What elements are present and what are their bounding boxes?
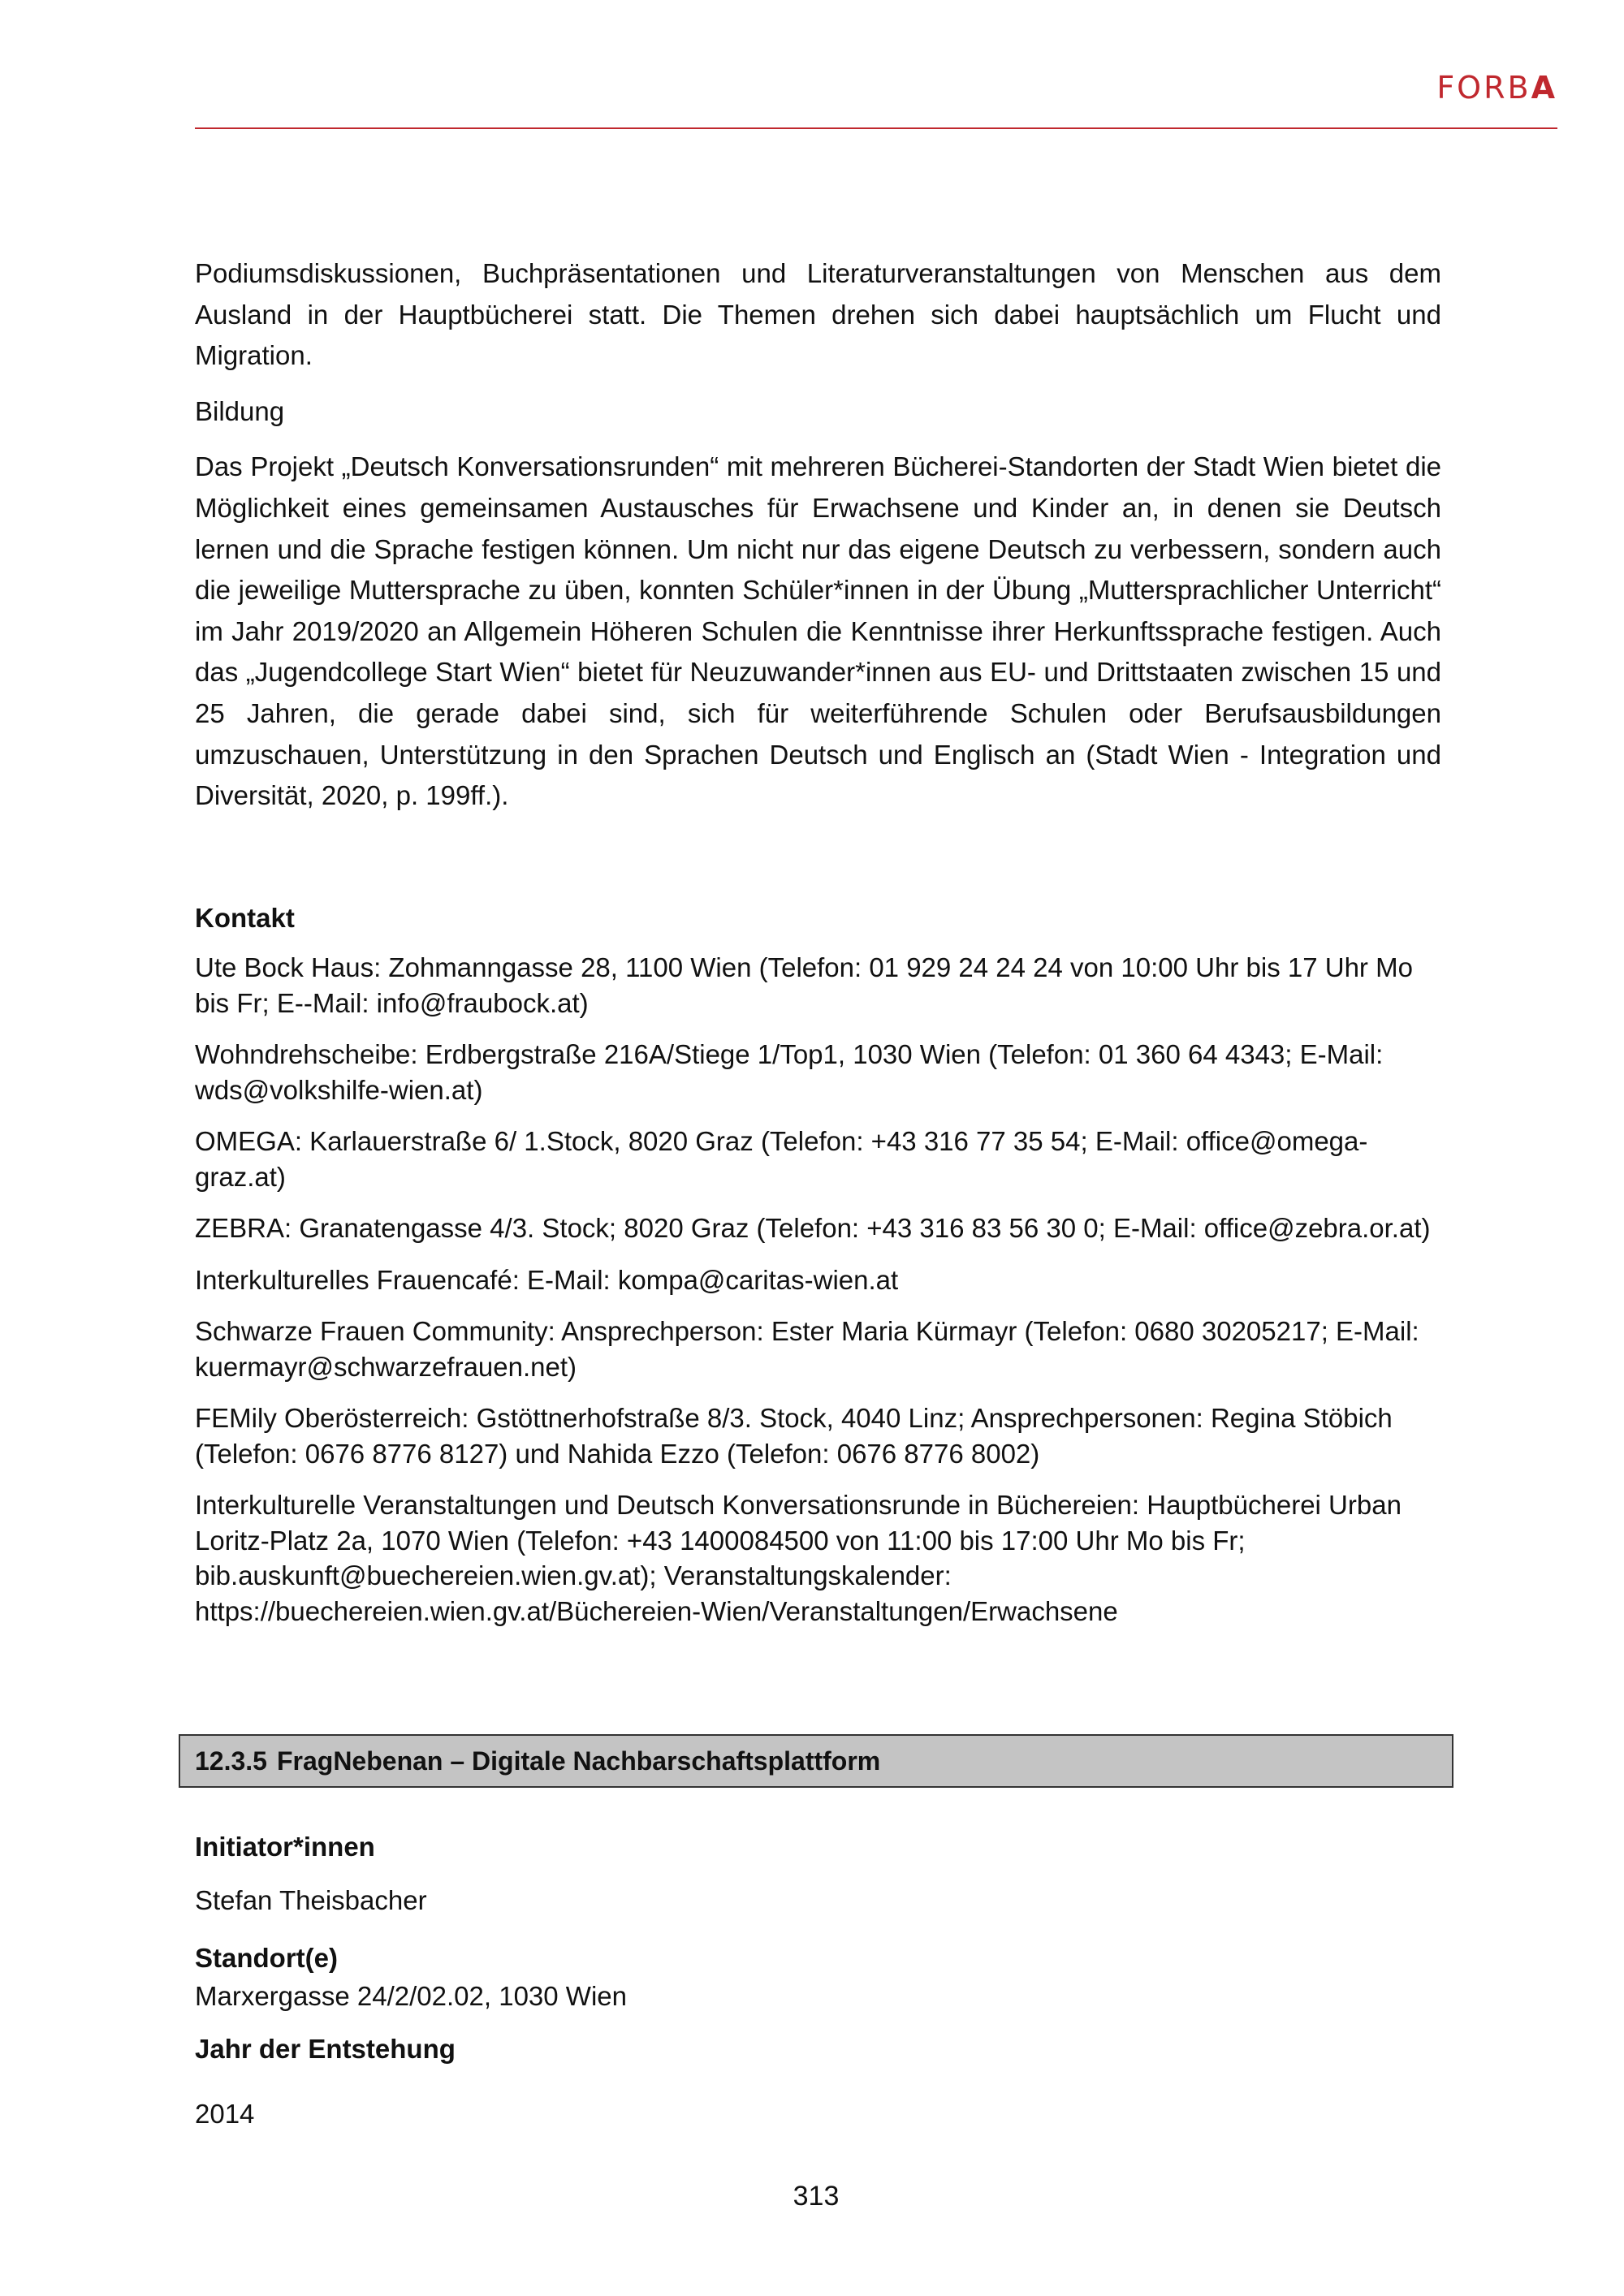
- section-title: FragNebenan – Digitale Nachbarschaftsplattform: [276, 1746, 881, 1776]
- header-divider: [195, 127, 1557, 129]
- intro-paragraph: Podiumsdiskussionen, Buchpräsentationen und Literaturveranstaltungen von Menschen aus dem Ausland in der Hauptbücherei statt. Die Themen drehen sich dabei hauptsächlich um Flucht und Migration.: [195, 258, 1441, 371]
- bildung-paragraph: Das Projekt „Deutsch Konversationsrunden“ mit mehreren Bücherei-Standorten der Stadt Wien bietet die Möglichkeit eines gemeinsamen Austausches für Erwachsene und Kinder an, in denen sie Deutsch lernen und die Sprache festigen können. Um nicht nur das eigene Deutsch zu verbessern, sondern auch die jeweilige Muttersprache zu üben, konnten Schüler*innen in der Übung „Muttersprachlicher Unterricht“ im Jahr 2019/2020 an Allgemein Höheren Schulen die Kenntnisse ihrer Herkunftssprache festigen. Auch das „Jugendcollege Start Wien“ bietet für Neuzuwander*innen aus EU- und Drittstaaten zwischen 15 und 25 Jahren, die gerade dabei sind, sich für weiterführende Schulen oder Berufsausbildungen umzuschauen, Unterstützung in den Sprachen Deutsch und Englisch an (Stadt Wien - Integration und Diversität, 2020, p. 199ff.).: [195, 451, 1441, 811]
- kontakt-entry: Schwarze Frauen Community: Ansprechperson: Ester Maria Kürmayr (Telefon: 0680 30205217; E-Mail: kuermayr@schwarzefrauen.net): [195, 1316, 1419, 1382]
- section-number: 12.3.5: [195, 1746, 267, 1776]
- kontakt-heading: Kontakt: [195, 902, 295, 933]
- kontakt-entry: Wohndrehscheibe: Erdbergstraße 216A/Stiege 1/Top1, 1030 Wien (Telefon: 01 360 64 4343; E-Mail: wds@volkshilfe-wien.at): [195, 1039, 1384, 1105]
- kontakt-entry: Interkulturelles Frauencafé: E-Mail: kompa@caritas-wien.at: [195, 1264, 899, 1295]
- kontakt-entry: FEMily Oberösterreich: Gstöttnerhofstraße 8/3. Stock, 4040 Linz; Ansprechpersonen: Regina Stöbich (Telefon: 0676 8776 8127) und Nahida Ezzo (Telefon: 0676 8776 8002): [195, 1403, 1393, 1469]
- initiatoren-value: Stefan Theisbacher: [195, 1885, 427, 1915]
- initiatoren-label: Initiator*innen: [195, 1832, 375, 1862]
- bildung-heading: Bildung: [195, 395, 285, 426]
- jahr-label: Jahr der Entstehung: [195, 2034, 456, 2064]
- page-number: 313: [793, 2181, 840, 2212]
- kontakt-entry: ZEBRA: Granatengasse 4/3. Stock; 8020 Graz (Telefon: +43 316 83 56 30 0; E-Mail: office@zebra.or.at): [195, 1213, 1431, 1244]
- forba-logo: FORBA: [1436, 70, 1557, 106]
- main-content: [195, 253, 1441, 1645]
- standort-value: Marxergasse 24/2/02.02, 1030 Wien: [195, 1981, 627, 2011]
- jahr-value: 2014: [195, 2099, 255, 2129]
- kontakt-list: [195, 950, 1441, 1629]
- section-heading: [179, 1734, 1453, 1788]
- kontakt-entry: OMEGA: Karlauerstraße 6/ 1.Stock, 8020 Graz (Telefon: +43 316 77 35 54; E-Mail: office@omega-graz.at): [195, 1126, 1368, 1192]
- standort-label: Standort(e): [195, 1943, 338, 1973]
- kontakt-entry: Interkulturelle Veranstaltungen und Deutsch Konversationsrunde in Büchereien: Hauptbücherei Urban Loritz-Platz 2a, 1070 Wien (Telefon: +43 1400084500 von 11:00 bis 17:00 Uhr Mo bis Fr; bib.auskunft@buechereien.wien.gv.at); Veranstaltungskalender: https://buechereien.wien.gv.at/Büchereien-Wien/Veranstaltungen/Erwachsene: [195, 1490, 1402, 1626]
- kontakt-entry: Ute Bock Haus: Zohmanngasse 28, 1100 Wien (Telefon: 01 929 24 24 24 von 10:00 Uhr bis 17 Uhr Mo bis Fr; E--Mail: info@fraubock.at): [195, 952, 1413, 1018]
